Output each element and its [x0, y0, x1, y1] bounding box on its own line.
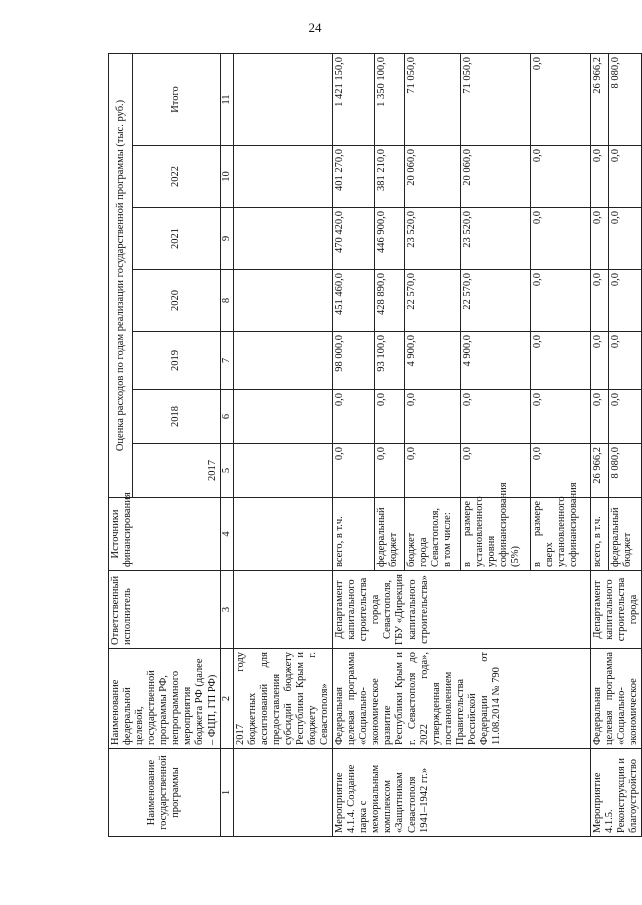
cell-value: 20 060,0: [405, 146, 461, 208]
cell-value: 0,0: [531, 444, 591, 498]
cell-program: [233, 749, 333, 837]
header-program: Наименование государственной программы: [109, 749, 221, 837]
cell-value: 23 520,0: [461, 208, 531, 270]
header-year-2018: 2018: [133, 390, 221, 444]
index-cell: 5: [220, 444, 233, 498]
cell-value: 401 270,0: [333, 146, 375, 208]
cell-value: [233, 208, 333, 270]
cell-value: 470 420,0: [333, 208, 375, 270]
cell-value: 93 100,0: [375, 332, 405, 390]
header-event: Наименование федеральной целевой, государственной программы РФ, непрограммного мероприятия бюджета РФ (далее – ФЦП, ГП РФ): [109, 649, 221, 749]
cell-value: 0,0: [405, 390, 461, 444]
cell-value: 0,0: [461, 390, 531, 444]
cell-value: 0,0: [375, 390, 405, 444]
header-executor: Ответственный исполнитель: [109, 571, 221, 649]
cell-value: 98 000,0: [333, 332, 375, 390]
cell-value: 0,0: [609, 146, 642, 208]
header-source: Источники финансирования: [109, 498, 221, 571]
table-row: [233, 53, 333, 836]
index-cell: 4: [220, 498, 233, 571]
cell-value: 26 966,2: [591, 444, 609, 498]
header-year-2020: 2020: [133, 270, 221, 332]
cell-value: 0,0: [591, 146, 609, 208]
cell-value: 0,0: [405, 444, 461, 498]
cell-source: федеральный бюджет: [375, 498, 405, 571]
cell-source: в размере сверх установленного софинансирования: [531, 498, 591, 571]
cell-source: федеральный бюджет: [609, 498, 642, 571]
index-cell: 9: [220, 208, 233, 270]
cell-value: 0,0: [531, 53, 591, 145]
cell-source: всего, в т.ч.: [591, 498, 609, 571]
cell-value: [233, 444, 333, 498]
header-total: Итого: [133, 53, 221, 145]
cell-value: 8 080,0: [609, 53, 642, 145]
header-year-2019: 2019: [133, 332, 221, 390]
cell-event: Федеральная целевая программа «Социально-экономическое развитие Республики Крым и г. Севастополя до 2022 года», утвержденная постановлением Правительства Российской Федерации от 11.08.2014 № 790: [333, 649, 591, 749]
cell-value: [233, 270, 333, 332]
cell-value: 8 080,0: [609, 444, 642, 498]
cell-source: [233, 498, 333, 571]
table-row: [591, 53, 609, 836]
cell-value: 0,0: [591, 270, 609, 332]
cell-value: 26 966,2: [591, 53, 609, 145]
cell-value: 4 900,0: [405, 332, 461, 390]
cell-executor: Департамент капитального строительства города Севастополя, ГБУ «Дирекция капитального строительства»: [333, 571, 591, 649]
index-cell: 6: [220, 390, 233, 444]
cell-event: 2017 году бюджетных ассигнований для предоставления субсидий бюджету Республики Крым и бюджету г. Севастополя»: [233, 649, 333, 749]
cell-event: Федеральная целевая программа «Социально-экономическое: [591, 649, 642, 749]
cell-value: 1 350 100,0: [375, 53, 405, 145]
header-year-2017: 2017: [133, 444, 221, 498]
cell-value: 0,0: [591, 390, 609, 444]
cell-value: 0,0: [609, 332, 642, 390]
cell-value: 20 060,0: [461, 146, 531, 208]
cell-value: 23 520,0: [405, 208, 461, 270]
index-cell: 7: [220, 332, 233, 390]
index-row: [220, 53, 233, 836]
cell-value: 71 050,0: [461, 53, 531, 145]
cell-value: 381 210,0: [375, 146, 405, 208]
cell-value: 0,0: [333, 390, 375, 444]
cell-executor: [233, 571, 333, 649]
index-cell: 8: [220, 270, 233, 332]
cell-executor: Департамент капитального строительства города: [591, 571, 642, 649]
index-cell: 10: [220, 146, 233, 208]
budget-table: [108, 53, 642, 837]
cell-value: 0,0: [531, 208, 591, 270]
cell-value: 0,0: [531, 270, 591, 332]
header-estimate: Оценка расходов по годам реализации государственной программы (тыс. руб.): [109, 53, 133, 497]
index-cell: 3: [220, 571, 233, 649]
cell-value: 0,0: [591, 208, 609, 270]
header-year-2021: 2021: [133, 208, 221, 270]
page-number: 24: [308, 20, 322, 35]
cell-value: 71 050,0: [405, 53, 461, 145]
cell-value: 0,0: [531, 332, 591, 390]
cell-source: в размере установленного уровня софинансирования (5%): [461, 498, 531, 571]
cell-value: 428 890,0: [375, 270, 405, 332]
cell-value: 0,0: [609, 208, 642, 270]
cell-value: [233, 53, 333, 145]
cell-value: 0,0: [461, 444, 531, 498]
table-row: [333, 53, 375, 836]
index-cell: 2: [220, 649, 233, 749]
cell-value: 0,0: [531, 146, 591, 208]
cell-value: [233, 332, 333, 390]
cell-value: 1 421 150,0: [333, 53, 375, 145]
cell-value: 0,0: [333, 444, 375, 498]
cell-value: 22 570,0: [461, 270, 531, 332]
cell-value: 0,0: [375, 444, 405, 498]
cell-value: 22 570,0: [405, 270, 461, 332]
cell-program: Мероприятие 4.1.4. Создание парка с мемориальным комплексом «Защитникам Севастополя 1941–1942 гг.»: [333, 749, 591, 837]
index-cell: 11: [220, 53, 233, 145]
header-year-2022: 2022: [133, 146, 221, 208]
index-cell: 1: [220, 749, 233, 837]
rotated-table-container: [108, 54, 640, 837]
cell-value: 4 900,0: [461, 332, 531, 390]
cell-value: 0,0: [609, 270, 642, 332]
cell-value: 0,0: [609, 390, 642, 444]
cell-source: бюджет города Севастополя, в том числе:: [405, 498, 461, 571]
cell-value: 0,0: [591, 332, 609, 390]
cell-value: [233, 146, 333, 208]
cell-source: всего, в т.ч.: [333, 498, 375, 571]
cell-value: [233, 390, 333, 444]
cell-program: Мероприятие 4.1.5. Реконструкция и благоустройство: [591, 749, 642, 837]
cell-value: 451 460,0: [333, 270, 375, 332]
cell-value: 0,0: [531, 390, 591, 444]
cell-value: 446 900,0: [375, 208, 405, 270]
